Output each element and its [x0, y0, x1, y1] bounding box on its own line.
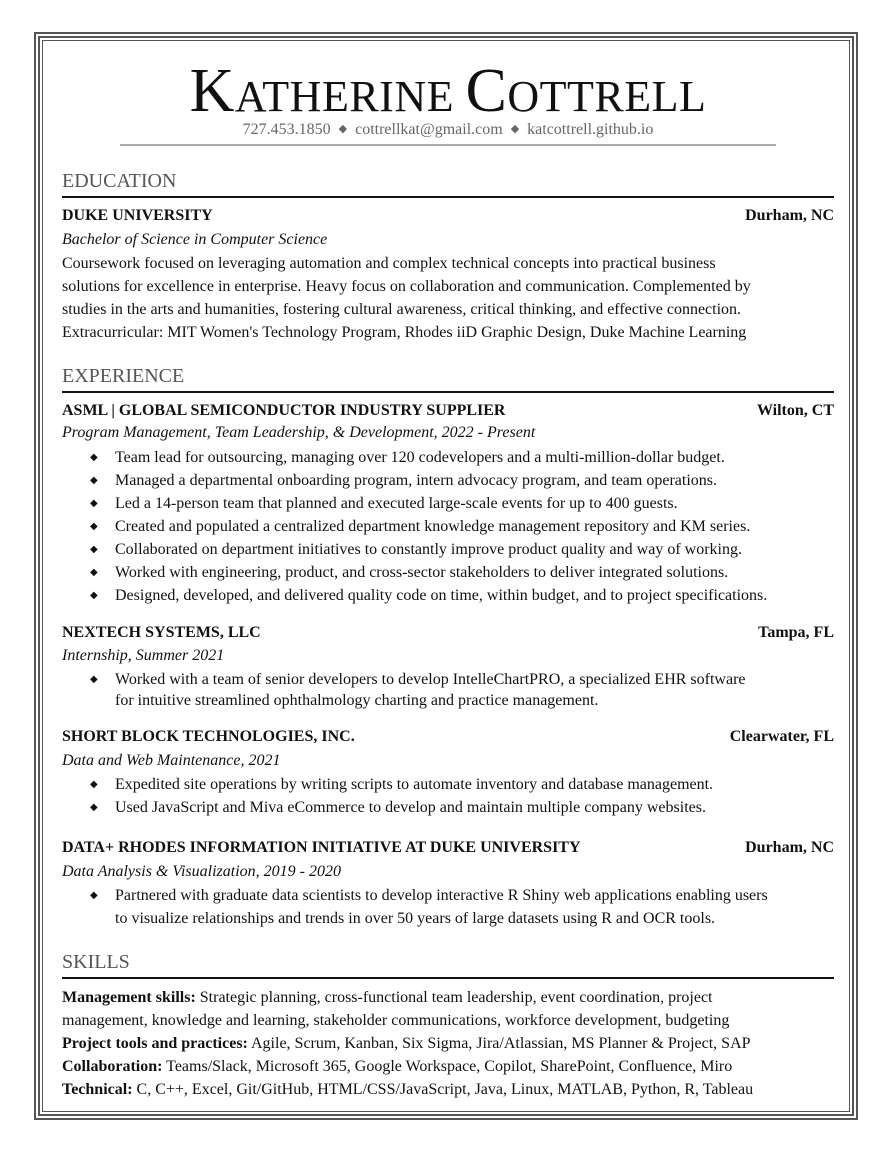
bullet-diamond-icon: ◆ [90, 802, 98, 813]
contact-line [62, 121, 834, 139]
job-company: SHORT BLOCK TECHNOLOGIES, INC. [62, 728, 355, 745]
bullet-diamond-icon: ◆ [90, 674, 98, 685]
list-item: ◆ Partnered with graduate data scientists to develop interactive R Shiny web applications enabling users to visualize relationships and trends in over 50 years of large datasets using R and OCR tools. [62, 884, 834, 930]
list-item: ◆ Designed, developed, and delivered quality code on time, within budget, and to project specifications. [62, 584, 834, 607]
separator-diamond-icon: ◆ [338, 123, 348, 135]
job-header-shortblock [62, 726, 834, 748]
header-divider [120, 144, 776, 146]
job-location: Wilton, CT [756, 402, 834, 419]
section-title-experience: EXPERIENCE [62, 363, 834, 393]
degree: Bachelor of Science in Computer Science [62, 231, 328, 248]
job-bullets-dataplus [62, 884, 834, 930]
bullet-diamond-icon: ◆ [90, 567, 98, 578]
list-item: ◆ Worked with engineering, product, and cross-sector stakeholders to deliver integrated solutions. [62, 561, 834, 584]
list-item: ◆ Created and populated a centralized department knowledge management repository and KM series. [62, 515, 834, 538]
education-description: Coursework focused on leveraging automation and complex technical concepts into practical business solutions for excellence in enterprise. Heavy focus on collaboration and communication. Complemented by studies in the arts and humanities, fostering cultural awareness, critical thinking, and effective connection. Extracurricular: MIT Women's Technology Program, Rhodes iiD Graphic Design, Duke Machine Learning [62, 255, 751, 341]
job-header-nextech [62, 622, 834, 644]
list-item: ◆ Collaborated on department initiatives to constantly improve product quality and way of working. [62, 538, 834, 561]
candidate-name: KATHERINE COTTRELL [189, 57, 707, 125]
bullet-diamond-icon: ◆ [90, 475, 98, 486]
skills-collaboration: Collaboration: Teams/Slack, Microsoft 365, Google Workspace, Copilot, SharePoint, Confluence, Miro [62, 1058, 733, 1075]
bullet-diamond-icon: ◆ [90, 890, 98, 901]
job-role: Program Management, Team Leadership, & Development, 2022 - Present [62, 424, 536, 441]
list-item: ◆ Expedited site operations by writing scripts to automate inventory and database management. [62, 773, 834, 796]
bullet-diamond-icon: ◆ [90, 590, 98, 601]
job-role: Internship, Summer 2021 [62, 647, 225, 664]
skills-list [62, 986, 834, 1101]
job-location: Clearwater, FL [729, 728, 834, 745]
school-name: DUKE UNIVERSITY [62, 207, 213, 224]
list-item: ◆ Managed a departmental onboarding program, intern advocacy program, and team operations. [62, 469, 834, 492]
section-title-education: EDUCATION [62, 168, 834, 198]
list-item: ◆ Team lead for outsourcing, managing over 120 codevelopers and a multi-million-dollar budget. [62, 446, 834, 469]
job-bullets-asml [62, 446, 834, 607]
job-role: Data Analysis & Visualization, 2019 - 2020 [62, 863, 341, 880]
bullet-diamond-icon: ◆ [90, 452, 98, 463]
email-address[interactable]: cottrellkat@gmail.com [355, 121, 503, 138]
job-bullets-shortblock [62, 773, 834, 819]
job-location: Durham, NC [745, 839, 834, 856]
education-entry-header [62, 205, 834, 227]
skills-management: Management skills: Strategic planning, cross-functional team leadership, event coordination, project [62, 989, 713, 1006]
list-item: ◆ Worked with a team of senior developers to develop IntelleChartPRO, a specialized EHR software for intuitive streamlined ophthalmology charting and practice management. [62, 668, 834, 711]
job-location: Tampa, FL [758, 624, 834, 641]
section-title-skills: SKILLS [62, 949, 834, 979]
separator-diamond-icon: ◆ [510, 123, 520, 135]
list-item: ◆ Used JavaScript and Miva eCommerce to develop and maintain multiple company websites. [62, 796, 834, 819]
job-company: NEXTECH SYSTEMS, LLC [62, 624, 261, 641]
phone-number: 727.453.1850 [242, 121, 331, 138]
bullet-diamond-icon: ◆ [90, 779, 98, 790]
job-header-asml [62, 400, 834, 422]
job-company: DATA+ RHODES INFORMATION INITIATIVE AT DUKE UNIVERSITY [62, 839, 581, 856]
skills-tools: Project tools and practices: Agile, Scrum, Kanban, Six Sigma, Jira/Atlassian, MS Planner & Project, SAP [62, 1035, 751, 1052]
bullet-diamond-icon: ◆ [90, 521, 98, 532]
job-role: Data and Web Maintenance, 2021 [62, 752, 281, 769]
job-header-dataplus [62, 837, 834, 859]
list-item: ◆ Led a 14-person team that planned and executed large-scale events for up to 400 guests. [62, 492, 834, 515]
skills-management-cont: management, knowledge and learning, stakeholder communications, workforce development, budgeting [62, 1012, 730, 1029]
skills-technical: Technical: C, C++, Excel, Git/GitHub, HTML/CSS/JavaScript, Java, Linux, MATLAB, Python, R, Tableau [62, 1081, 754, 1098]
bullet-diamond-icon: ◆ [90, 498, 98, 509]
school-location: Durham, NC [745, 207, 834, 224]
job-bullets-nextech [62, 668, 834, 711]
job-company: ASML | GLOBAL SEMICONDUCTOR INDUSTRY SUPPLIER [62, 402, 506, 419]
bullet-diamond-icon: ◆ [90, 544, 98, 555]
website-link[interactable]: katcottrell.github.io [527, 121, 654, 138]
